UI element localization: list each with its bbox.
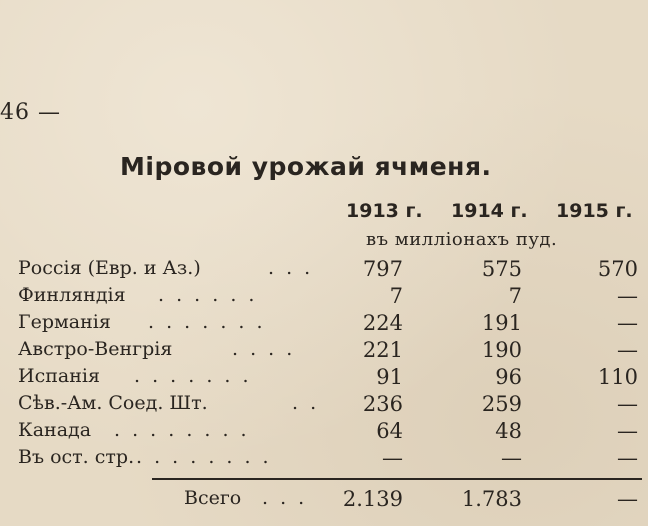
cell-1915: 110: [597, 365, 638, 389]
total-1915: —: [617, 487, 638, 511]
total-1913: 2.139: [342, 487, 403, 511]
cell-1915: 570: [597, 257, 638, 281]
row-label: Финляндія: [18, 284, 126, 306]
cell-1913: 797: [362, 257, 403, 281]
cell-1915: —: [617, 446, 638, 470]
cell-1913: 91: [376, 365, 403, 389]
leader-dots: . . . . . . .: [148, 311, 266, 333]
cell-1915: —: [617, 419, 638, 443]
table-row: [0, 419, 648, 446]
unit-note: въ милліонахъ пуд.: [366, 229, 558, 250]
table-row: [0, 365, 648, 392]
leader-dots: . . . . . . .: [134, 365, 252, 387]
row-label: Канада: [18, 419, 92, 441]
row-label: Австро-Венгрія: [18, 338, 173, 360]
total-1914: 1.783: [461, 487, 522, 511]
table-row: [0, 311, 648, 338]
row-label: Германія: [18, 311, 111, 333]
row-label: Сѣв.-Ам. Соед. Шт.: [18, 392, 208, 414]
cell-1915: —: [617, 338, 638, 362]
cell-1914: 96: [495, 365, 522, 389]
table-title: Міровой урожай ячменя.: [120, 152, 492, 181]
leader-dots: . . .: [268, 257, 314, 279]
cell-1914: —: [501, 446, 522, 470]
total-row: [0, 487, 648, 514]
leader-dots: . . . . . . . .: [114, 419, 250, 441]
column-header-1913: 1913 г.: [346, 200, 423, 222]
cell-1915: —: [617, 311, 638, 335]
cell-1913: 236: [362, 392, 403, 416]
cell-1915: —: [617, 284, 638, 308]
cell-1914: 191: [481, 311, 522, 335]
cell-1915: —: [617, 392, 638, 416]
total-divider: [152, 478, 642, 480]
leader-dots: . . . . . .: [158, 284, 258, 306]
cell-1914: 575: [481, 257, 522, 281]
cell-1914: 259: [481, 392, 522, 416]
column-header-1914: 1914 г.: [451, 200, 528, 222]
total-label: Всего: [184, 487, 242, 509]
page-number: 46 —: [0, 100, 61, 125]
column-header-1915: 1915 г.: [556, 200, 633, 222]
row-label: Испанія: [18, 365, 100, 387]
cell-1914: 190: [481, 338, 522, 362]
leader-dots: . . . . . . . .: [136, 446, 272, 468]
table-row: [0, 392, 648, 419]
table-row: [0, 338, 648, 365]
cell-1913: 221: [362, 338, 403, 362]
leader-dots: . . .: [262, 487, 308, 509]
row-label: Россія (Евр. и Аз.): [18, 257, 201, 279]
row-label: Въ ост. стр.: [18, 446, 135, 468]
cell-1914: 48: [495, 419, 522, 443]
cell-1914: 7: [508, 284, 522, 308]
leader-dots: . . . .: [232, 338, 296, 360]
table-row: [0, 284, 648, 311]
cell-1913: 64: [376, 419, 403, 443]
table-row: [0, 446, 648, 473]
table-row: [0, 257, 648, 284]
cell-1913: 224: [362, 311, 403, 335]
cell-1913: 7: [389, 284, 403, 308]
cell-1913: —: [382, 446, 403, 470]
leader-dots: . .: [292, 392, 320, 414]
